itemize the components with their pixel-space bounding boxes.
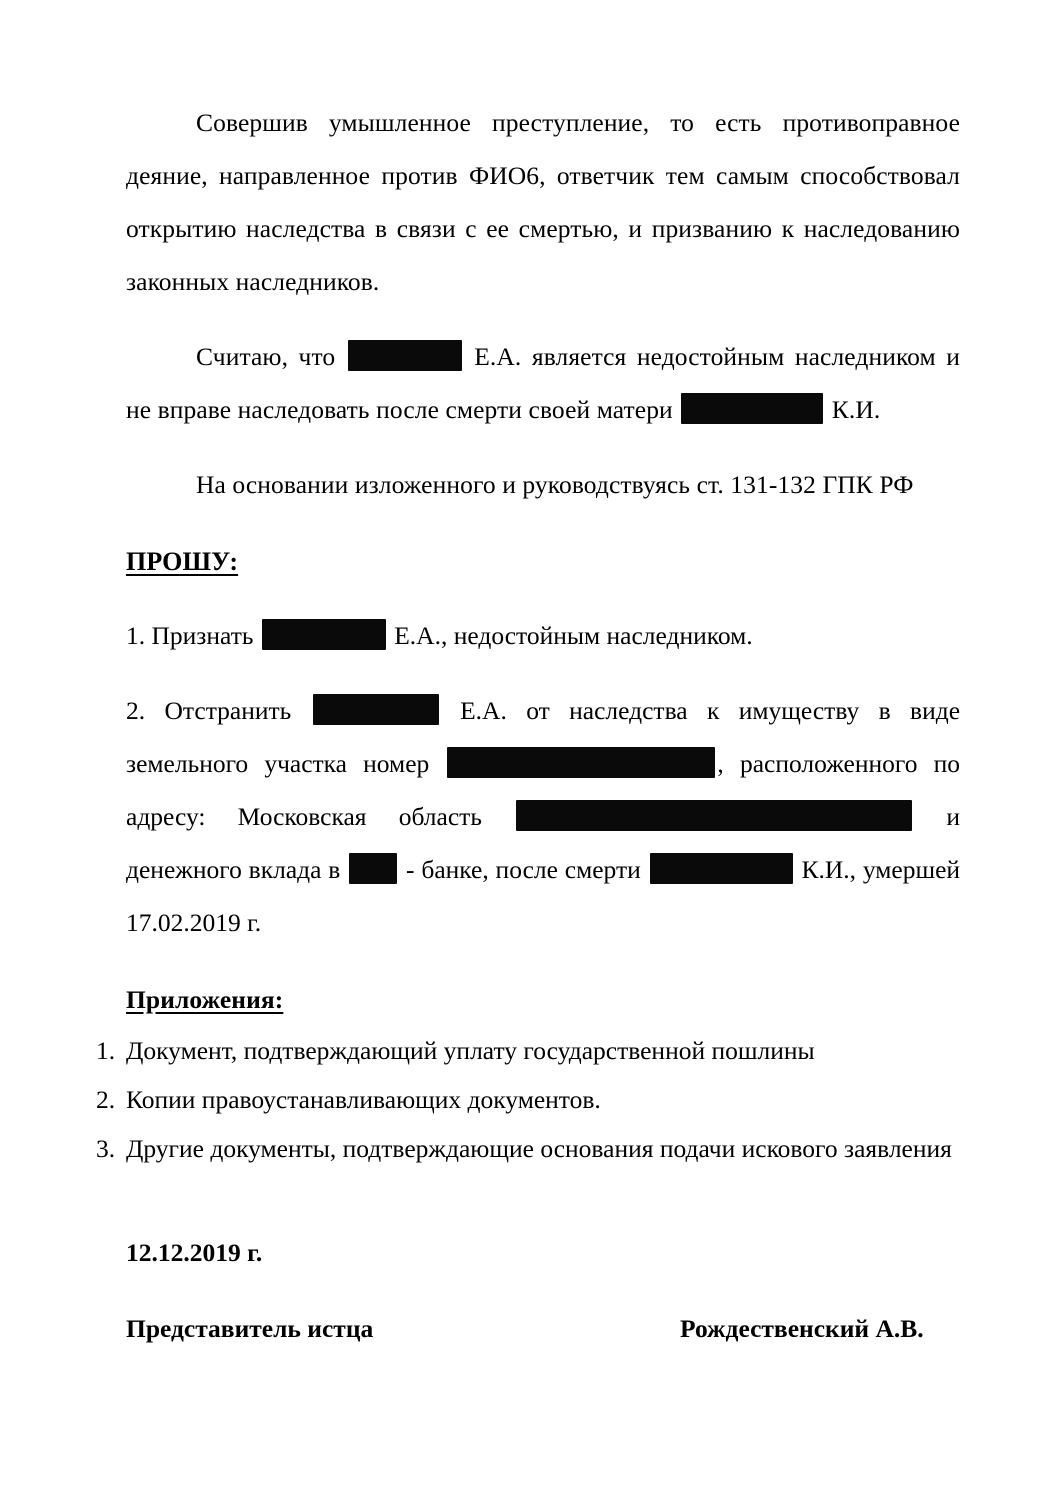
paragraph-crime-statement: Совершив умышленное преступление, то есть противоправное деяние, направленное против ФИО6, ответчик тем самым способствовал открытию наследства в связи с ее смертью, и призванию к наследованию законных наследников. bbox=[126, 108, 960, 296]
request-item-2 bbox=[126, 684, 960, 949]
attachments-heading-text: Приложения: bbox=[126, 985, 284, 1014]
attachment-item-text: Другие документы, подтверждающие основания подачи искового заявления bbox=[126, 1134, 952, 1163]
attachment-item bbox=[96, 1076, 960, 1123]
redaction-bar-surname-1 bbox=[348, 340, 462, 371]
paragraph-legal-basis: На основании изложенного и руководствуясь ст. 131-132 ГПК РФ bbox=[196, 470, 914, 499]
redaction-bar-address bbox=[516, 800, 912, 831]
signature-role: Представитель истца bbox=[126, 1314, 374, 1343]
request-heading bbox=[126, 545, 960, 579]
request-item-1 bbox=[126, 609, 960, 662]
request-item-1-segment-2: Е.А., недостойным наследником. bbox=[394, 621, 753, 650]
attachment-item-number: 2. bbox=[96, 1085, 116, 1114]
request-item-2-segment-1: Отстранить bbox=[164, 696, 292, 725]
request-item-2-segment-4: и денежного вклада в bbox=[126, 802, 961, 884]
redaction-bar-surname-3 bbox=[262, 619, 386, 650]
attachment-item-text: Копии правоустанавливающих документов. bbox=[126, 1085, 601, 1114]
attachment-item-number: 1. bbox=[96, 1036, 116, 1065]
request-item-2-number: 2. bbox=[126, 696, 146, 725]
signature-row bbox=[126, 1310, 960, 1348]
paragraph-unworthy-heir-segment-2: Е.А. является недостойным наследником и не вправе наследовать после смерти своей матери bbox=[126, 342, 960, 424]
attachment-item bbox=[96, 1125, 960, 1172]
request-item-1-number: 1. bbox=[126, 621, 146, 650]
attachment-item-number: 3. bbox=[96, 1134, 116, 1163]
signature-date: 12.12.2019 г. bbox=[126, 1238, 263, 1267]
signature-name: Рождественский А.В. bbox=[680, 1314, 924, 1343]
attachments-heading bbox=[126, 979, 960, 1021]
redaction-bar-surname-2 bbox=[681, 393, 823, 424]
request-item-2-segment-6: К.И., умершей 17.02.2019 г. bbox=[126, 855, 961, 937]
paragraph-unworthy-heir-segment-1: Считаю, что bbox=[196, 342, 336, 371]
attachment-item-text: Документ, подтверждающий уплату государственной пошлины bbox=[126, 1036, 815, 1065]
request-heading-text: ПРОШУ: bbox=[126, 547, 239, 576]
redaction-bar-surname-5 bbox=[650, 853, 793, 884]
attachments-list bbox=[96, 1027, 960, 1172]
attachment-item bbox=[96, 1027, 960, 1074]
request-item-1-segment-1: Признать bbox=[151, 621, 254, 650]
redaction-bar-parcel-number bbox=[447, 747, 715, 778]
request-item-2-segment-5: - банке, после смерти bbox=[406, 855, 641, 884]
redaction-bar-surname-4 bbox=[313, 694, 439, 725]
request-item-2-segment-2: Е.А. от наследства к имуществу в виде земельного участка номер bbox=[126, 696, 961, 778]
paragraph-unworthy-heir-segment-3: К.И. bbox=[831, 395, 881, 424]
redaction-bar-bank-name bbox=[349, 853, 397, 884]
document-body bbox=[96, 96, 961, 1348]
request-item-2-segment-3: , расположенного по адресу: Московская область bbox=[126, 749, 960, 831]
paragraph-unworthy-heir bbox=[126, 330, 960, 436]
